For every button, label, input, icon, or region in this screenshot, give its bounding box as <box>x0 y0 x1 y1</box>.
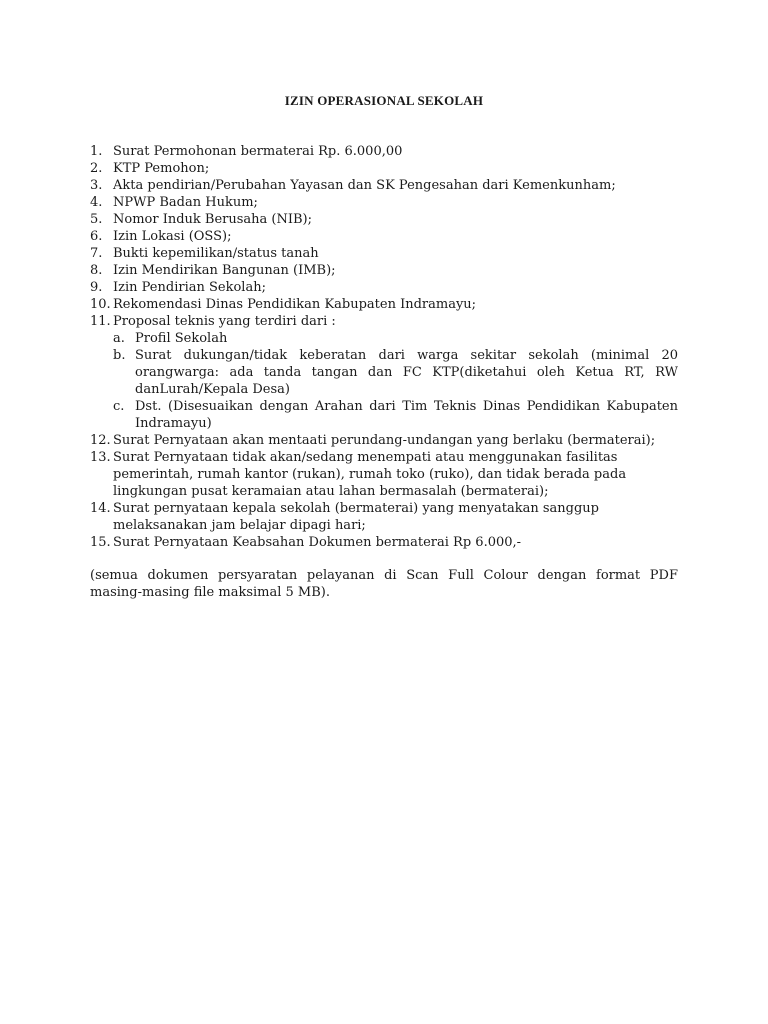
footnote-text: (semua dokumen persyaratan pelayanan di Scan Full Colour dengan format PDF masing-masing file maksimal 5 MB). <box>90 568 678 600</box>
item-text: Surat pernyataan kepala sekolah (bermaterai) yang menyatakan sanggup melaksanakan jam belajar dipagi hari; <box>113 501 599 533</box>
requirements-list <box>90 143 678 551</box>
item-number: 12. <box>90 433 111 448</box>
list-item <box>90 194 678 211</box>
item-number: 6. <box>90 229 103 244</box>
list-item <box>90 313 678 330</box>
list-item <box>90 534 678 551</box>
sub-item-text: Surat dukungan/tidak keberatan dari warga sekitar sekolah (minimal 20 orangwarga: ada tanda tangan dan FC KTP(diketahui oleh Ketua RT, RW danLurah/Kepala Desa) <box>135 348 678 397</box>
list-item <box>90 500 678 534</box>
item-number: 15. <box>90 535 111 550</box>
list-item <box>90 228 678 245</box>
item-text: NPWP Badan Hukum; <box>113 195 258 210</box>
item-text: Proposal teknis yang terdiri dari : <box>113 314 336 329</box>
item-number: 10. <box>90 297 111 312</box>
list-item <box>90 245 678 262</box>
item-text: Izin Pendirian Sekolah; <box>113 280 266 295</box>
sub-list-item <box>90 330 678 347</box>
item-number: 14. <box>90 501 111 516</box>
item-number: 7. <box>90 246 103 261</box>
item-number: 2. <box>90 161 103 176</box>
item-text: Izin Lokasi (OSS); <box>113 229 232 244</box>
list-item <box>90 177 678 194</box>
item-text: Rekomendasi Dinas Pendidikan Kabupaten Indramayu; <box>113 297 477 312</box>
item-text: Bukti kepemilikan/status tanah <box>113 246 319 261</box>
item-text: Surat Pernyataan tidak akan/sedang menempati atau menggunakan fasilitas pemerintah, rumah kantor (rukan), rumah toko (ruko), dan tidak berada pada lingkungan pusat keramaian atau lahan bermasalah (bermaterai); <box>113 450 627 499</box>
item-number: 1. <box>90 144 103 159</box>
sub-list-item <box>90 398 678 432</box>
item-text: Surat Pernyataan Keabsahan Dokumen bermaterai Rp 6.000,- <box>113 535 522 550</box>
list-item <box>90 262 678 279</box>
item-number: 8. <box>90 263 103 278</box>
item-text: Akta pendirian/Perubahan Yayasan dan SK Pengesahan dari Kemenkunham; <box>113 178 616 193</box>
list-item <box>90 296 678 313</box>
item-text: Nomor Induk Berusaha (NIB); <box>113 212 313 227</box>
item-number: 13. <box>90 450 111 465</box>
sub-item-text: Profil Sekolah <box>135 331 228 346</box>
item-text: Izin Mendirikan Bangunan (IMB); <box>113 263 336 278</box>
list-item <box>90 279 678 296</box>
item-number: 3. <box>90 178 103 193</box>
sub-item-text: Dst. (Disesuaikan dengan Arahan dari Tim Teknis Dinas Pendidikan Kabupaten Indramayu) <box>135 399 678 431</box>
item-number: 9. <box>90 280 103 295</box>
sub-list-item <box>90 347 678 398</box>
sub-item-letter: a. <box>113 331 125 346</box>
list-item <box>90 143 678 160</box>
item-text: Surat Pernyataan akan mentaati perundang-undangan yang berlaku (bermaterai); <box>113 433 656 448</box>
list-item <box>90 449 678 500</box>
list-item <box>90 432 678 449</box>
list-item <box>90 160 678 177</box>
item-text: Surat Permohonan bermaterai Rp. 6.000,00 <box>113 144 403 159</box>
sub-item-letter: c. <box>113 399 125 414</box>
list-item <box>90 211 678 228</box>
item-number: 11. <box>90 314 111 329</box>
item-text: KTP Pemohon; <box>113 161 210 176</box>
document-title: IZIN OPERASIONAL SEKOLAH <box>284 93 484 108</box>
item-number: 4. <box>90 195 103 210</box>
sub-item-letter: b. <box>113 348 126 363</box>
item-number: 5. <box>90 212 103 227</box>
